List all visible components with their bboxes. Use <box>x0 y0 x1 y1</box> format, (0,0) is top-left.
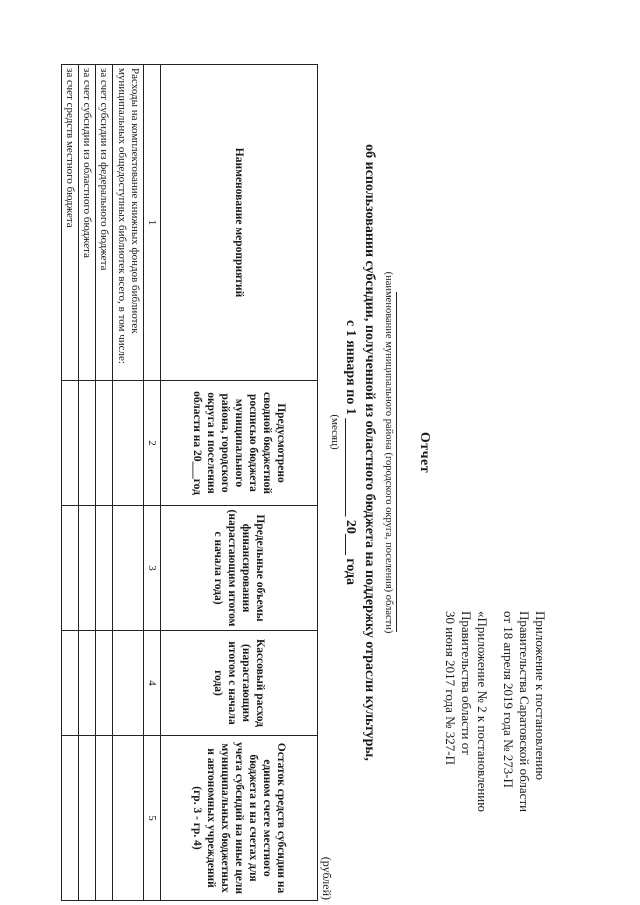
units-label: (рублей) <box>320 856 334 900</box>
table-cell <box>79 631 96 736</box>
column-number: 1 <box>144 65 161 381</box>
table-row <box>96 65 113 901</box>
table-cell <box>79 381 96 506</box>
table-cell <box>62 631 79 736</box>
municipality-caption: (наименование муниципального района (городского округа, поселения) области) <box>383 271 394 634</box>
appendix-line: Правительства Саратовской области <box>517 611 532 813</box>
appendix-line: Правительства области от <box>459 611 474 755</box>
appendix-reference <box>442 611 548 881</box>
report-table <box>61 64 318 901</box>
column-header-balance: Остаток средств субсидии на едином счете местного бюджета и на счетах для учета субсидий на иные цели муниципальных бюджетных и автономных учреждений (гр. 3 - гр. 4) <box>161 736 318 901</box>
table-cell <box>113 631 144 736</box>
report-title: Отчет <box>417 431 432 474</box>
municipality-underline <box>396 292 397 632</box>
column-number: 5 <box>144 736 161 901</box>
month-caption: (месяц) <box>329 414 341 450</box>
table-cell <box>79 506 96 631</box>
table-cell <box>62 381 79 506</box>
appendix-line: от 18 апреля 2019 года № 273-П <box>501 611 516 788</box>
table-cell <box>113 506 144 631</box>
table-cell <box>79 736 96 901</box>
table-row <box>79 65 96 901</box>
report-period: с 1 января по 1 ______________ 20___ года <box>343 319 358 586</box>
table-header-row <box>161 65 318 901</box>
appendix-line: «Приложение № 2 к постановлению <box>475 611 490 812</box>
table-row <box>62 65 79 901</box>
report-subtitle: об использовании субсидии, полученной из областного бюджета на поддержку отрасли культуры, <box>362 144 377 761</box>
column-number-row <box>144 65 161 901</box>
table-cell <box>96 631 113 736</box>
table-cell <box>62 736 79 901</box>
column-number: 3 <box>144 506 161 631</box>
column-header-planned: Предусмотрено сводной бюджетной росписью бюджета муниципального района, городского округа и поселения области на 20___год <box>161 381 318 506</box>
table-cell <box>113 736 144 901</box>
table-cell <box>96 381 113 506</box>
column-number: 2 <box>144 381 161 506</box>
table-cell <box>62 506 79 631</box>
table-cell <box>113 381 144 506</box>
column-number: 4 <box>144 631 161 736</box>
row-label: за счет средств местного бюджета <box>62 65 79 381</box>
row-label: за счет субсидии из федерального бюджета <box>96 65 113 381</box>
appendix-line: 30 июня 2017 года № 327-П <box>443 611 458 765</box>
table-row <box>113 65 144 901</box>
row-label: за счет субсидии из областного бюджета <box>79 65 96 381</box>
row-label: Расходы на комплектование книжных фондов библиотек муниципальных общедоступных библиотек всего, в том числе: <box>113 65 144 381</box>
column-header-limits: Предельные объемы финансирования (нарастающим итогом с начала года) <box>161 506 318 631</box>
table-cell <box>96 506 113 631</box>
column-header-measures: Наименование мероприятий <box>161 65 318 381</box>
table-cell <box>96 736 113 901</box>
column-header-cash-expense: Кассовый расход (нарастающим итогом с начала года) <box>161 631 318 736</box>
appendix-line: Приложение к постановлению <box>533 611 548 781</box>
